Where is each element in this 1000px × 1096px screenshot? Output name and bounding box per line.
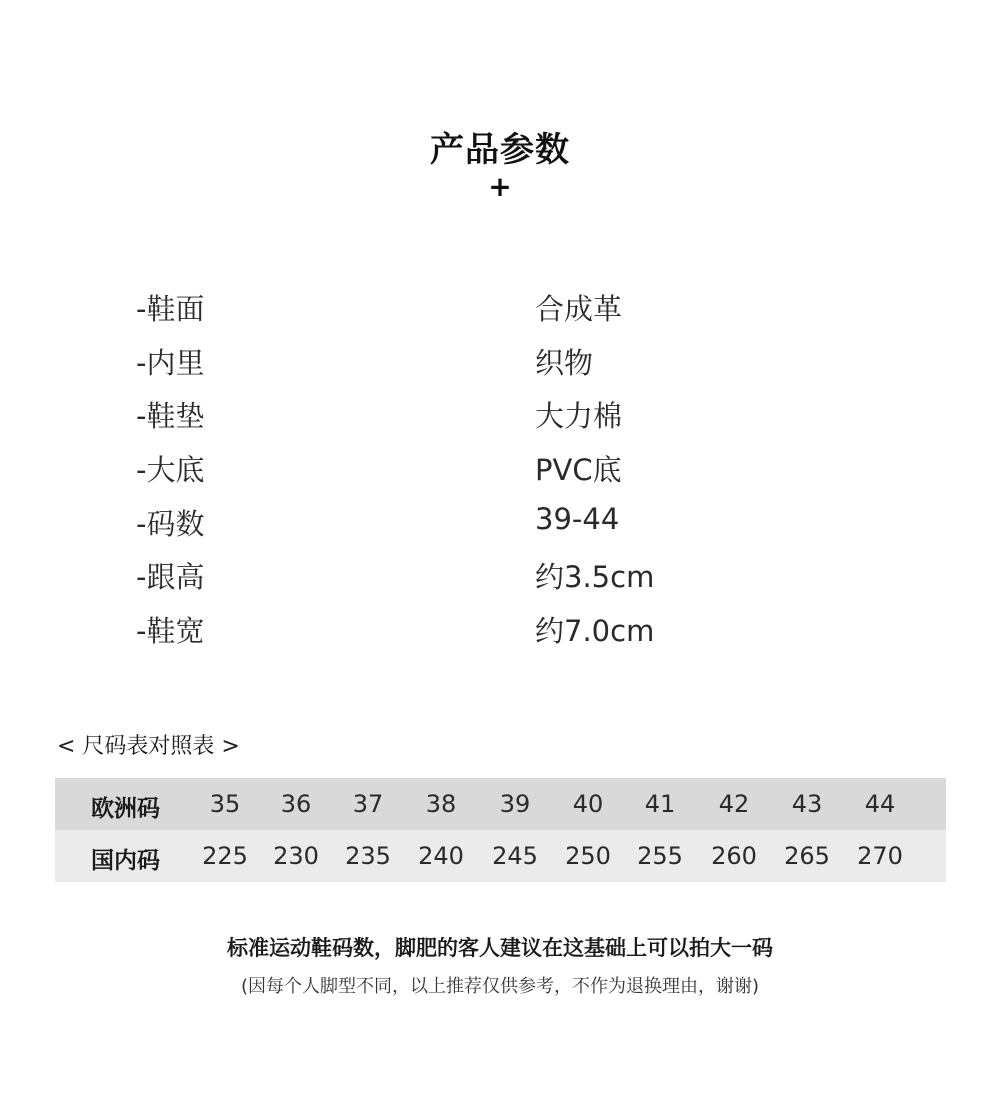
size-cell: 39 [499, 790, 531, 818]
size-row-cn [55, 830, 946, 882]
size-chart-table [55, 778, 946, 882]
param-value-lining: 织物 [535, 345, 594, 380]
size-advice-note: 标准运动鞋码数，脚肥的客人建议在这基础上可以拍大一码 [227, 936, 773, 960]
param-label-sizes: -码数 [136, 506, 205, 541]
param-label-shoe-width: -鞋宽 [136, 614, 205, 649]
param-value-shoe-width: 约7.0cm [535, 614, 655, 649]
size-cell: 36 [280, 790, 312, 818]
size-chart-heading: < 尺码表对照表 > [57, 734, 240, 759]
size-disclaimer-note: (因每个人脚型不同，以上推荐仅供参考，不作为退换理由，谢谢) [240, 976, 760, 997]
param-label-heel-height: -跟高 [136, 560, 205, 595]
size-row-label-eu: 欧洲码 [91, 796, 160, 822]
param-row-outsole [0, 444, 1000, 498]
size-cell: 44 [864, 790, 896, 818]
size-cell: 35 [209, 790, 241, 818]
size-row-eu [55, 778, 946, 830]
size-cell: 245 [492, 842, 538, 870]
size-cell: 270 [857, 842, 903, 870]
product-params-list [0, 283, 1000, 659]
size-cell: 265 [784, 842, 830, 870]
size-cell: 235 [345, 842, 391, 870]
size-cell: 260 [711, 842, 757, 870]
param-label-insole: -鞋垫 [136, 399, 205, 434]
param-label-outsole: -大底 [136, 453, 205, 488]
size-cell: 225 [202, 842, 248, 870]
size-cell: 230 [273, 842, 319, 870]
param-row-insole [0, 390, 1000, 444]
size-cell: 42 [718, 790, 750, 818]
plus-icon: + [488, 170, 512, 203]
size-cell: 255 [637, 842, 683, 870]
size-cell: 37 [352, 790, 384, 818]
param-value-insole: 大力棉 [535, 399, 623, 434]
param-value-heel-height: 约3.5cm [535, 560, 655, 595]
param-row-heel-height [0, 551, 1000, 605]
param-label-lining: -内里 [136, 345, 205, 380]
size-cell: 40 [572, 790, 604, 818]
param-row-shoe-width [0, 605, 1000, 659]
param-label-upper: -鞋面 [136, 292, 205, 326]
size-cell: 38 [425, 790, 457, 818]
size-cell: 41 [644, 790, 676, 818]
param-value-sizes: 39-44 [535, 501, 620, 536]
size-row-label-cn: 国内码 [91, 848, 160, 874]
param-row-lining [0, 337, 1000, 391]
size-cell: 240 [418, 842, 464, 870]
size-cell: 43 [791, 790, 823, 818]
param-row-upper [0, 283, 1000, 337]
page-title: 产品参数 [430, 130, 570, 170]
size-cell: 250 [565, 842, 611, 870]
param-row-sizes [0, 498, 1000, 552]
param-value-upper: 合成革 [535, 292, 623, 326]
param-value-outsole: PVC底 [535, 453, 622, 488]
